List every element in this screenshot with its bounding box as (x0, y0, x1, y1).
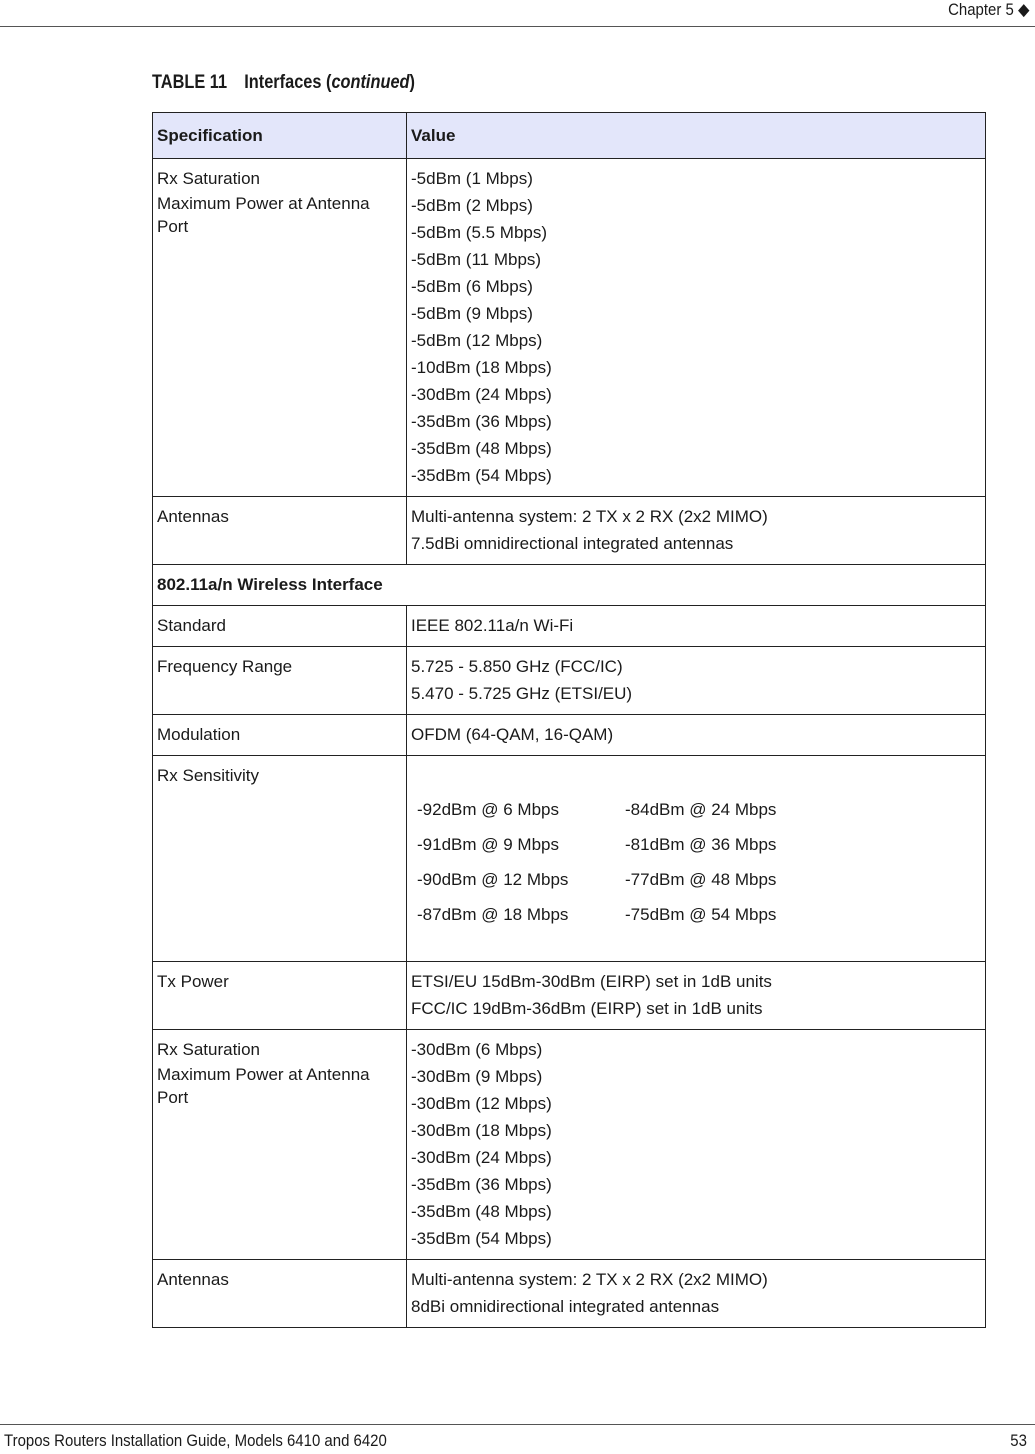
value-cell-line: Multi-antenna system: 2 TX x 2 RX (2x2 MIMO) (411, 507, 768, 526)
value-cell-line: FCC/IC 19dBm-36dBm (EIRP) set in 1dB units (411, 999, 763, 1018)
sensitivity-value: -91dBm @ 9 Mbps (417, 835, 559, 854)
table-row (153, 962, 986, 1030)
value-cell-line: -10dBm (18 Mbps) (411, 358, 552, 377)
table-row (153, 715, 986, 756)
spec-cell (153, 647, 407, 715)
value-cell-line: -5dBm (9 Mbps) (411, 304, 533, 323)
spec-cell-line: Standard (157, 616, 226, 635)
value-cell-line: -30dBm (9 Mbps) (411, 1067, 543, 1086)
value-cell (407, 606, 986, 647)
value-cell-line: 7.5dBi omnidirectional integrated antennas (411, 534, 734, 553)
sensitivity-value: -75dBm @ 54 Mbps (625, 905, 777, 924)
value-cell-line: ETSI/EU 15dBm-30dBm (EIRP) set in 1dB units (411, 972, 772, 991)
table-title-main: Interfaces ( (244, 72, 332, 93)
spec-cell-line: Antennas (157, 507, 229, 526)
spec-cell (153, 1030, 407, 1260)
spec-cell (153, 715, 407, 756)
interfaces-table (152, 112, 986, 1328)
value-cell-line: -35dBm (36 Mbps) (411, 1175, 552, 1194)
value-cell-line: -35dBm (54 Mbps) (411, 466, 552, 485)
value-cell (407, 962, 986, 1030)
spec-cell (153, 159, 407, 497)
table-row (153, 606, 986, 647)
sensitivity-value: -87dBm @ 18 Mbps (417, 905, 569, 924)
table-row (153, 159, 986, 497)
table-number: TABLE 11 (152, 72, 228, 93)
spec-cell-line: Rx Saturation (157, 1040, 260, 1059)
table-title-italic: continued (331, 72, 410, 93)
value-cell-line: 8dBi omnidirectional integrated antennas (411, 1297, 720, 1316)
value-cell-line: OFDM (64-QAM, 16-QAM) (411, 725, 614, 744)
value-cell-line: -5dBm (5.5 Mbps) (411, 223, 548, 242)
value-cell-line: Multi-antenna system: 2 TX x 2 RX (2x2 MIMO) (411, 1270, 768, 1289)
value-cell-line: -5dBm (6 Mbps) (411, 277, 533, 296)
value-cell-line: -35dBm (48 Mbps) (411, 439, 552, 458)
table-caption (152, 72, 415, 94)
value-cell-line: -30dBm (24 Mbps) (411, 1148, 552, 1167)
value-cell-line: -30dBm (12 Mbps) (411, 1094, 552, 1113)
value-cell-line: -5dBm (12 Mbps) (411, 331, 543, 350)
value-cell (407, 1030, 986, 1260)
value-cell (407, 1260, 986, 1328)
value-cell (407, 647, 986, 715)
value-cell (407, 497, 986, 565)
value-cell-line: -30dBm (6 Mbps) (411, 1040, 543, 1059)
spec-cell-line: Tx Power (157, 972, 229, 991)
spec-cell-line: Modulation (157, 725, 241, 744)
value-cell-line: 5.470 - 5.725 GHz (ETSI/EU) (411, 684, 633, 703)
sensitivity-value: -84dBm @ 24 Mbps (625, 800, 777, 819)
spec-cell (153, 606, 407, 647)
value-cell (407, 756, 986, 962)
table-title-end: ) (409, 72, 415, 93)
sensitivity-value: -77dBm @ 48 Mbps (625, 870, 777, 889)
sensitivity-value: -92dBm @ 6 Mbps (417, 800, 559, 819)
sensitivity-value: -90dBm @ 12 Mbps (417, 870, 569, 889)
section-header-row (153, 565, 986, 606)
spec-cell-line: Maximum Power at Antenna Port (157, 194, 370, 236)
header-divider (0, 26, 1035, 27)
value-cell-line: -35dBm (54 Mbps) (411, 1229, 552, 1248)
value-cell-line: -5dBm (11 Mbps) (411, 250, 542, 269)
column-header-value: Value (407, 113, 986, 159)
spec-cell-line: Rx Saturation (157, 169, 260, 188)
value-cell-line: IEEE 802.11a/n Wi-Fi (411, 616, 574, 635)
page-number: 53 (1010, 1431, 1027, 1450)
value-cell-line: 5.725 - 5.850 GHz (FCC/IC) (411, 657, 623, 676)
spec-cell-line: Frequency Range (157, 657, 293, 676)
footer-divider (0, 1424, 1035, 1425)
spec-cell-line: Antennas (157, 1270, 229, 1289)
table-row (153, 1030, 986, 1260)
rx-sensitivity-grid (417, 796, 981, 928)
spec-cell (153, 497, 407, 565)
table-row (153, 1260, 986, 1328)
value-cell (407, 159, 986, 497)
sensitivity-value: -81dBm @ 36 Mbps (625, 835, 777, 854)
spec-cell: Rx Sensitivity (153, 756, 407, 962)
spec-cell (153, 962, 407, 1030)
spec-cell (153, 1260, 407, 1328)
spec-cell-line: Maximum Power at Antenna Port (157, 1065, 370, 1107)
chapter-header: Chapter 5 ◆ (947, 0, 1029, 19)
value-cell-line: -5dBm (2 Mbps) (411, 196, 533, 215)
value-cell-line: -5dBm (1 Mbps) (411, 169, 533, 188)
value-cell-line: -30dBm (18 Mbps) (411, 1121, 552, 1140)
value-cell-line: -35dBm (36 Mbps) (411, 412, 552, 431)
value-cell-line: -35dBm (48 Mbps) (411, 1202, 552, 1221)
footer-title: Tropos Routers Installation Guide, Models 6410 and 6420 (4, 1431, 387, 1450)
section-title: 802.11a/n Wireless Interface (153, 565, 986, 606)
table-row (153, 497, 986, 565)
table-row (153, 756, 986, 962)
table-header-row (153, 113, 986, 159)
value-cell-line: -30dBm (24 Mbps) (411, 385, 552, 404)
table-row (153, 647, 986, 715)
value-cell (407, 715, 986, 756)
column-header-specification: Specification (153, 113, 407, 159)
